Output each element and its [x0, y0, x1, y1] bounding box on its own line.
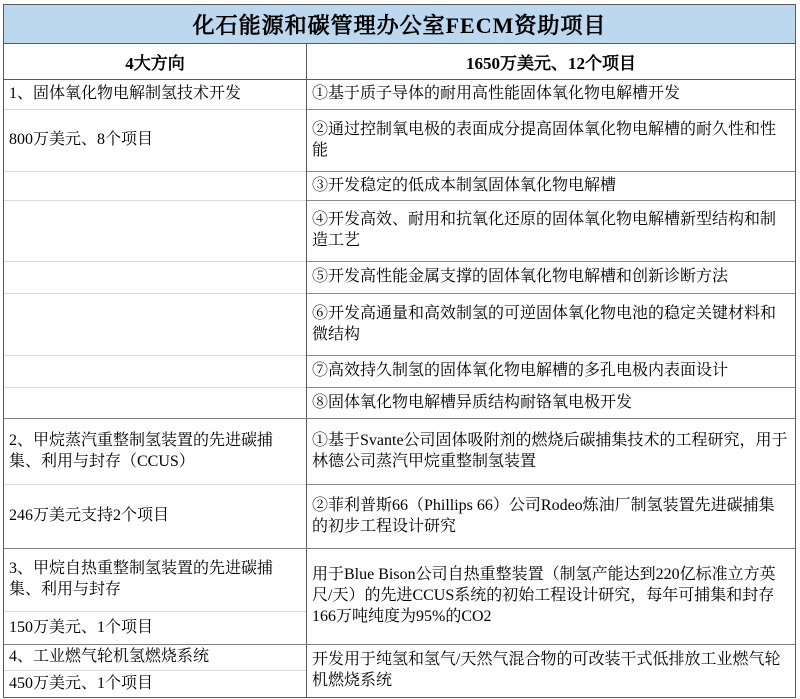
section-1-left-column	[4, 80, 306, 418]
section-solid-oxide-electrolysis	[4, 80, 795, 419]
section-smr-ccus	[4, 419, 795, 549]
table-title-text: 化石能源和碳管理办公室FECM资助项目	[192, 12, 607, 38]
table-title	[4, 5, 795, 44]
project-text: ⑧固体氧化物电解槽异质结构耐铬氧电极开发	[312, 393, 633, 411]
empty-cell	[4, 356, 306, 388]
project-cell	[307, 80, 795, 110]
direction-text: 2、甲烷蒸汽重整制氢装置的先进碳捕集、利用与封存（CCUS）	[9, 431, 274, 470]
project-cell	[307, 294, 795, 356]
project-cell	[307, 485, 795, 548]
section-4-projects-column	[306, 645, 795, 697]
project-cell	[307, 172, 795, 201]
project-text: ③开发稳定的低成本制氢固体氧化物电解槽	[312, 176, 617, 194]
project-text: 开发用于纯氢和氢气/天然气混合物的可改装干式低排放工业燃气轮机燃烧系统	[312, 651, 781, 689]
funding-cell	[4, 485, 306, 548]
project-text: ①基于质子导体的耐用高性能固体氧化物电解槽开发	[312, 85, 681, 103]
project-text: ②菲利普斯66（Phillips 66）公司Rodeo炼油厂制氢装置先进碳捕集的初步工程设计研究	[312, 496, 775, 535]
direction-cell	[4, 645, 306, 671]
project-text: ⑥开发高通量和高效制氢的可逆固体氧化物电池的稳定关键材料和微结构	[312, 304, 777, 343]
section-2-projects-column	[306, 419, 795, 548]
direction-cell	[4, 549, 306, 612]
funding-text: 150万美元、1个项目	[9, 618, 154, 636]
project-cell	[307, 201, 795, 262]
direction-cell	[4, 80, 306, 110]
section-1-projects-column	[306, 80, 795, 418]
funding-text: 450万美元、1个项目	[9, 674, 154, 692]
funding-text: 800万美元、8个项目	[9, 131, 154, 149]
empty-cell	[4, 262, 306, 294]
section-3-projects-column	[306, 549, 795, 644]
empty-cell	[4, 172, 306, 201]
section-2-left-column	[4, 419, 306, 548]
project-cell	[307, 356, 795, 388]
empty-cell	[4, 388, 306, 418]
section-atr-ccus	[4, 549, 795, 645]
section-3-left-column	[4, 549, 306, 644]
section-4-left-column	[4, 645, 306, 697]
header-totals	[306, 44, 795, 79]
project-text: ⑤开发高性能金属支撑的固体氧化物电解槽和创新诊断方法	[312, 268, 729, 286]
project-cell	[307, 262, 795, 294]
project-text: ⑦高效持久制氢的固体氧化物电解槽的多孔电极内表面设计	[312, 362, 729, 380]
funding-cell	[4, 110, 306, 172]
direction-text: 3、甲烷自热重整制氢装置的先进碳捕集、利用与封存	[9, 560, 274, 598]
table-header-row	[4, 44, 795, 80]
section-hydrogen-gas-turbine	[4, 645, 795, 697]
header-totals-label: 1650万美元、12个项目	[466, 54, 636, 73]
header-directions-label: 4大方向	[125, 54, 185, 73]
empty-cell	[4, 201, 306, 262]
funding-text: 246万美元支持2个项目	[9, 507, 170, 525]
header-directions	[4, 44, 306, 79]
project-cell	[307, 645, 795, 697]
project-text: 用于Blue Bison公司自热重整装置（制氢产能达到220亿标准立方英尺/天）的先进CCUS系统的初始工程设计研究，每年可捕集和封存166万吨纯度为95%的CO2	[312, 566, 776, 625]
direction-text: 4、工业燃气轮机氢燃烧系统	[9, 648, 210, 666]
empty-cell	[4, 294, 306, 356]
funding-cell	[4, 671, 306, 697]
project-cell	[307, 419, 795, 485]
direction-cell	[4, 419, 306, 485]
fecm-projects-table	[3, 4, 796, 698]
project-text: ②通过控制氧电极的表面成分提高固体氧化物电解槽的耐久性和性能	[312, 120, 777, 159]
project-cell	[307, 110, 795, 172]
project-text: ④开发高效、耐用和抗氧化还原的固体氧化物电解槽新型结构和制造工艺	[312, 211, 777, 249]
project-cell	[307, 388, 795, 418]
project-text: ①基于Svante公司固体吸附剂的燃烧后碳捕集技术的工程研究，用于林德公司蒸汽甲烷重整制氢装置	[312, 431, 788, 470]
project-cell	[307, 549, 795, 644]
direction-text: 1、固体氧化物电解制氢技术开发	[9, 85, 242, 103]
funding-cell	[4, 612, 306, 644]
